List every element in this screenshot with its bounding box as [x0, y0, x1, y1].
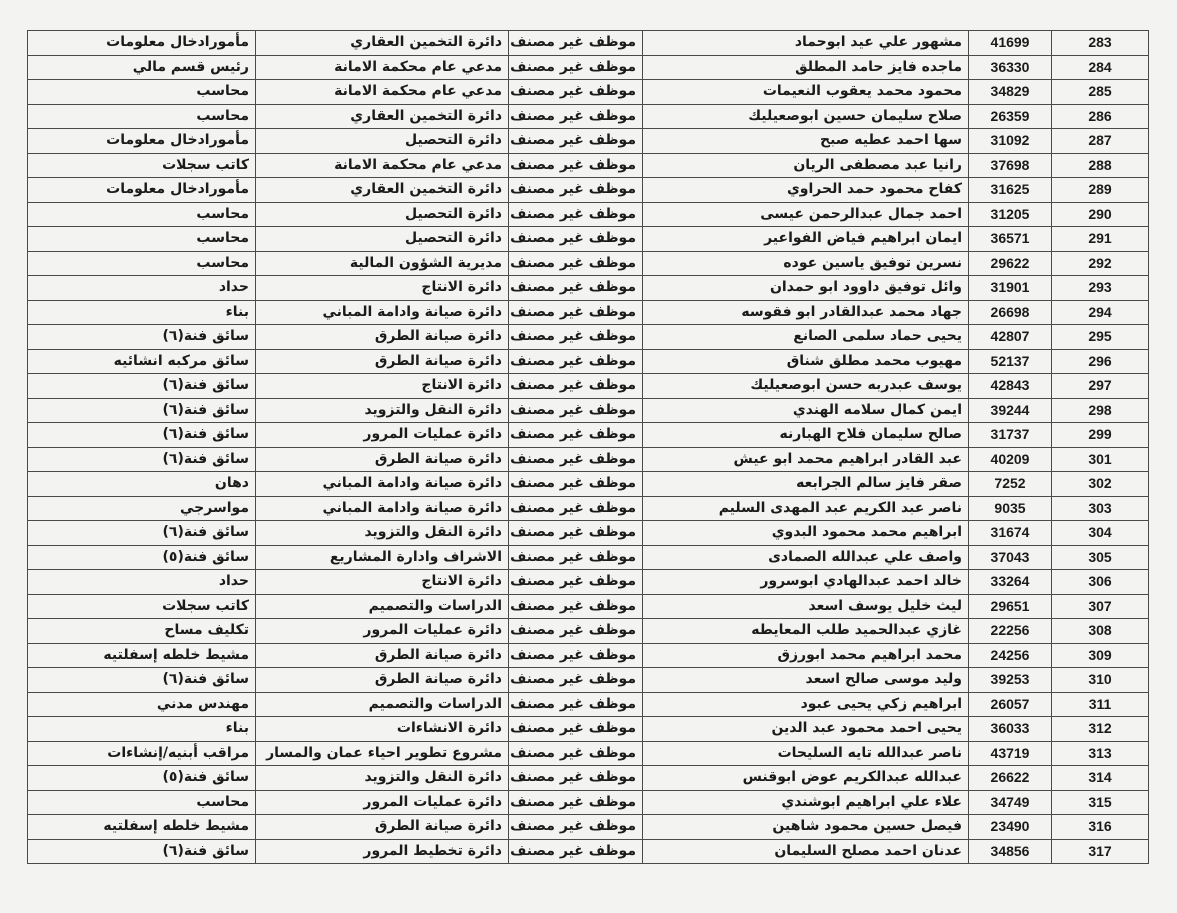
employee-id-cell: 24256	[969, 643, 1052, 668]
department-cell: دائرة صيانة الطرق	[256, 349, 509, 374]
job-title-cell: سائق فنة(٦)	[28, 374, 256, 399]
employee-type-cell: موظف غير مصنف	[509, 178, 643, 203]
table-row	[28, 227, 1149, 252]
department-cell: دائرة التخمين العقاري	[256, 31, 509, 56]
job-title-cell: بناء	[28, 717, 256, 742]
job-title-cell: سائق فنة(٥)	[28, 545, 256, 570]
employee-id-cell: 26622	[969, 766, 1052, 791]
table-row	[28, 202, 1149, 227]
department-cell: دائرة صيانة الطرق	[256, 815, 509, 840]
department-cell: مدعي عام محكمة الامانة	[256, 153, 509, 178]
table-row	[28, 570, 1149, 595]
department-cell: دائرة التحصيل	[256, 202, 509, 227]
employee-type-cell: موظف غير مصنف	[509, 668, 643, 693]
employee-id-cell: 41699	[969, 31, 1052, 56]
employee-id-cell: 31901	[969, 276, 1052, 301]
employee-name-cell: وائل توفيق داوود ابو حمدان	[643, 276, 969, 301]
table-row	[28, 766, 1149, 791]
table-row	[28, 790, 1149, 815]
employee-id-cell: 42843	[969, 374, 1052, 399]
department-cell: دائرة الانتاج	[256, 276, 509, 301]
row-number-cell: 299	[1052, 423, 1149, 448]
table-row	[28, 643, 1149, 668]
employee-type-cell: موظف غير مصنف	[509, 447, 643, 472]
employee-name-cell: عدنان احمد مصلح السليمان	[643, 839, 969, 864]
employee-type-cell: موظف غير مصنف	[509, 80, 643, 105]
table-row	[28, 349, 1149, 374]
employee-id-cell: 22256	[969, 619, 1052, 644]
job-title-cell: مشيط خلطه إسفلتيه	[28, 643, 256, 668]
employee-type-cell: موظف غير مصنف	[509, 741, 643, 766]
employee-id-cell: 26057	[969, 692, 1052, 717]
job-title-cell: مأمورادخال معلومات	[28, 31, 256, 56]
employee-type-cell: موظف غير مصنف	[509, 202, 643, 227]
department-cell: دائرة عمليات المرور	[256, 619, 509, 644]
row-number-cell: 295	[1052, 325, 1149, 350]
department-cell: دائرة عمليات المرور	[256, 790, 509, 815]
employee-type-cell: موظف غير مصنف	[509, 325, 643, 350]
employee-name-cell: خالد احمد عبدالهادي ابوسرور	[643, 570, 969, 595]
employee-id-cell: 36330	[969, 55, 1052, 80]
row-number-cell: 293	[1052, 276, 1149, 301]
row-number-cell: 306	[1052, 570, 1149, 595]
employee-id-cell: 29622	[969, 251, 1052, 276]
table-row	[28, 668, 1149, 693]
employee-id-cell: 26698	[969, 300, 1052, 325]
employee-name-cell: ايمن كمال سلامه الهندي	[643, 398, 969, 423]
table-row	[28, 741, 1149, 766]
department-cell: دائرة الانتاج	[256, 374, 509, 399]
row-number-cell: 290	[1052, 202, 1149, 227]
department-cell: دائرة التخمين العقاري	[256, 178, 509, 203]
employee-name-cell: رانيا عبد مصطفى الريان	[643, 153, 969, 178]
job-title-cell: سائق فنة(٦)	[28, 423, 256, 448]
department-cell: مدعي عام محكمة الامانة	[256, 80, 509, 105]
employee-id-cell: 52137	[969, 349, 1052, 374]
employee-name-cell: كفاح محمود حمد الحراوي	[643, 178, 969, 203]
employee-type-cell: موظف غير مصنف	[509, 300, 643, 325]
table-row	[28, 815, 1149, 840]
employee-name-cell: ناصر عبدالله تايه السليحات	[643, 741, 969, 766]
employee-type-cell: موظف غير مصنف	[509, 104, 643, 129]
table-row	[28, 276, 1149, 301]
job-title-cell: حداد	[28, 276, 256, 301]
row-number-cell: 312	[1052, 717, 1149, 742]
row-number-cell: 285	[1052, 80, 1149, 105]
row-number-cell: 311	[1052, 692, 1149, 717]
employee-name-cell: علاء علي ابراهيم ابوشندي	[643, 790, 969, 815]
employee-name-cell: ايمان ابراهيم فياض الفواعير	[643, 227, 969, 252]
employee-id-cell: 31092	[969, 129, 1052, 154]
employee-name-cell: ناصر عبد الكريم عبد المهدى السليم	[643, 496, 969, 521]
employee-id-cell: 29651	[969, 594, 1052, 619]
table-row	[28, 717, 1149, 742]
employee-id-cell: 31674	[969, 521, 1052, 546]
row-number-cell: 292	[1052, 251, 1149, 276]
department-cell: دائرة التخمين العقاري	[256, 104, 509, 129]
employee-id-cell: 43719	[969, 741, 1052, 766]
employee-name-cell: ابراهيم محمد محمود البدوي	[643, 521, 969, 546]
department-cell: الدراسات والتصميم	[256, 692, 509, 717]
row-number-cell: 316	[1052, 815, 1149, 840]
employee-type-cell: موظف غير مصنف	[509, 594, 643, 619]
row-number-cell: 296	[1052, 349, 1149, 374]
department-cell: دائرة النقل والتزويد	[256, 398, 509, 423]
employee-name-cell: فيصل حسين محمود شاهين	[643, 815, 969, 840]
employee-name-cell: احمد جمال عبدالرحمن عيسى	[643, 202, 969, 227]
job-title-cell: سائق فنة(٦)	[28, 668, 256, 693]
table-row	[28, 423, 1149, 448]
employee-type-cell: موظف غير مصنف	[509, 472, 643, 497]
job-title-cell: مشيط خلطه إسفلتيه	[28, 815, 256, 840]
employee-name-cell: ماجده فايز حامد المطلق	[643, 55, 969, 80]
employee-id-cell: 36571	[969, 227, 1052, 252]
department-cell: دائرة عمليات المرور	[256, 423, 509, 448]
employee-id-cell: 31625	[969, 178, 1052, 203]
employee-name-cell: مهيوب محمد مطلق شناق	[643, 349, 969, 374]
table-row	[28, 594, 1149, 619]
employee-type-cell: موظف غير مصنف	[509, 55, 643, 80]
table-row	[28, 55, 1149, 80]
table-row	[28, 31, 1149, 56]
job-title-cell: بناء	[28, 300, 256, 325]
job-title-cell: محاسب	[28, 202, 256, 227]
department-cell: دائرة صيانة الطرق	[256, 643, 509, 668]
table-row	[28, 300, 1149, 325]
employee-id-cell: 42807	[969, 325, 1052, 350]
employee-id-cell: 37043	[969, 545, 1052, 570]
job-title-cell: سائق فنة(٦)	[28, 398, 256, 423]
job-title-cell: كاتب سجلات	[28, 594, 256, 619]
department-cell: دائرة النقل والتزويد	[256, 521, 509, 546]
department-cell: الدراسات والتصميم	[256, 594, 509, 619]
employee-name-cell: وليد موسى صالح اسعد	[643, 668, 969, 693]
employee-type-cell: موظف غير مصنف	[509, 276, 643, 301]
row-number-cell: 294	[1052, 300, 1149, 325]
employee-id-cell: 7252	[969, 472, 1052, 497]
job-title-cell: سائق فنة(٦)	[28, 447, 256, 472]
employee-name-cell: محمود محمد يعقوب النعيمات	[643, 80, 969, 105]
employee-type-cell: موظف غير مصنف	[509, 790, 643, 815]
row-number-cell: 304	[1052, 521, 1149, 546]
employee-type-cell: موظف غير مصنف	[509, 692, 643, 717]
employee-name-cell: مشهور علي عيد ابوحماد	[643, 31, 969, 56]
employee-type-cell: موظف غير مصنف	[509, 643, 643, 668]
job-title-cell: كاتب سجلات	[28, 153, 256, 178]
job-title-cell: سائق مركبه انشائيه	[28, 349, 256, 374]
employee-type-cell: موظف غير مصنف	[509, 227, 643, 252]
department-cell: دائرة تخطيط المرور	[256, 839, 509, 864]
department-cell: مدعي عام محكمة الامانة	[256, 55, 509, 80]
job-title-cell: مهندس مدني	[28, 692, 256, 717]
job-title-cell: محاسب	[28, 104, 256, 129]
employee-id-cell: 23490	[969, 815, 1052, 840]
employee-id-cell: 33264	[969, 570, 1052, 595]
table-row	[28, 839, 1149, 864]
employee-name-cell: صالح سليمان فلاح الهبارنه	[643, 423, 969, 448]
row-number-cell: 305	[1052, 545, 1149, 570]
employee-id-cell: 34829	[969, 80, 1052, 105]
job-title-cell: محاسب	[28, 227, 256, 252]
department-cell: دائرة صيانة وادامة المباني	[256, 472, 509, 497]
employee-type-cell: موظف غير مصنف	[509, 570, 643, 595]
employee-id-cell: 9035	[969, 496, 1052, 521]
row-number-cell: 291	[1052, 227, 1149, 252]
row-number-cell: 284	[1052, 55, 1149, 80]
table-row	[28, 153, 1149, 178]
row-number-cell: 317	[1052, 839, 1149, 864]
employee-type-cell: موظف غير مصنف	[509, 423, 643, 448]
row-number-cell: 308	[1052, 619, 1149, 644]
employee-id-cell: 39244	[969, 398, 1052, 423]
employee-name-cell: سها احمد عطيه صبح	[643, 129, 969, 154]
department-cell: دائرة النقل والتزويد	[256, 766, 509, 791]
employee-id-cell: 31205	[969, 202, 1052, 227]
job-title-cell: حداد	[28, 570, 256, 595]
employee-type-cell: موظف غير مصنف	[509, 31, 643, 56]
employee-id-cell: 34856	[969, 839, 1052, 864]
employee-type-cell: موظف غير مصنف	[509, 545, 643, 570]
employee-id-cell: 36033	[969, 717, 1052, 742]
row-number-cell: 313	[1052, 741, 1149, 766]
employee-type-cell: موظف غير مصنف	[509, 496, 643, 521]
row-number-cell: 315	[1052, 790, 1149, 815]
department-cell: مديرية الشؤون المالية	[256, 251, 509, 276]
employee-type-cell: موظف غير مصنف	[509, 374, 643, 399]
employee-type-cell: موظف غير مصنف	[509, 398, 643, 423]
employee-name-cell: صقر فايز سالم الجرابعه	[643, 472, 969, 497]
job-title-cell: محاسب	[28, 80, 256, 105]
row-number-cell: 307	[1052, 594, 1149, 619]
employee-type-cell: موظف غير مصنف	[509, 619, 643, 644]
table-row	[28, 178, 1149, 203]
employee-type-cell: موظف غير مصنف	[509, 251, 643, 276]
job-title-cell: تكليف مساح	[28, 619, 256, 644]
employee-id-cell: 39253	[969, 668, 1052, 693]
job-title-cell: سائق فنة(٦)	[28, 521, 256, 546]
employee-type-cell: موظف غير مصنف	[509, 129, 643, 154]
table-row	[28, 104, 1149, 129]
employee-name-cell: يحيى احمد محمود عبد الدين	[643, 717, 969, 742]
row-number-cell: 314	[1052, 766, 1149, 791]
employee-id-cell: 40209	[969, 447, 1052, 472]
row-number-cell: 297	[1052, 374, 1149, 399]
employee-name-cell: عبدالله عبدالكريم عوض ابوقنس	[643, 766, 969, 791]
employee-name-cell: يوسف عبدربه حسن ابوصعيليك	[643, 374, 969, 399]
row-number-cell: 286	[1052, 104, 1149, 129]
table-row	[28, 472, 1149, 497]
employee-type-cell: موظف غير مصنف	[509, 766, 643, 791]
table-row	[28, 374, 1149, 399]
table-row	[28, 129, 1149, 154]
department-cell: دائرة صيانة وادامة المباني	[256, 496, 509, 521]
table-row	[28, 80, 1149, 105]
employee-id-cell: 34749	[969, 790, 1052, 815]
job-title-cell: رئيس قسم مالي	[28, 55, 256, 80]
row-number-cell: 287	[1052, 129, 1149, 154]
job-title-cell: محاسب	[28, 790, 256, 815]
department-cell: دائرة صيانة الطرق	[256, 668, 509, 693]
table-row	[28, 545, 1149, 570]
row-number-cell: 310	[1052, 668, 1149, 693]
table-row	[28, 325, 1149, 350]
row-number-cell: 303	[1052, 496, 1149, 521]
job-title-cell: مراقب أبنيه/إنشاءات	[28, 741, 256, 766]
department-cell: دائرة صيانة الطرق	[256, 447, 509, 472]
table-row	[28, 496, 1149, 521]
department-cell: دائرة صيانة وادامة المباني	[256, 300, 509, 325]
department-cell: دائرة التحصيل	[256, 227, 509, 252]
job-title-cell: محاسب	[28, 251, 256, 276]
employee-name-cell: ابراهيم زكي يحيى عبود	[643, 692, 969, 717]
employee-id-cell: 26359	[969, 104, 1052, 129]
department-cell: دائرة التحصيل	[256, 129, 509, 154]
employee-type-cell: موظف غير مصنف	[509, 839, 643, 864]
employee-name-cell: يحيى حماد سلمى الصانع	[643, 325, 969, 350]
job-title-cell: دهان	[28, 472, 256, 497]
row-number-cell: 289	[1052, 178, 1149, 203]
job-title-cell: مأمورادخال معلومات	[28, 178, 256, 203]
employee-table	[27, 30, 1149, 864]
row-number-cell: 288	[1052, 153, 1149, 178]
employee-type-cell: موظف غير مصنف	[509, 153, 643, 178]
job-title-cell: سائق فنة(٦)	[28, 325, 256, 350]
job-title-cell: مواسرجي	[28, 496, 256, 521]
table-row	[28, 521, 1149, 546]
employee-name-cell: محمد ابراهيم محمد ابورزق	[643, 643, 969, 668]
employee-table-body	[28, 31, 1149, 864]
employee-type-cell: موظف غير مصنف	[509, 521, 643, 546]
employee-id-cell: 37698	[969, 153, 1052, 178]
department-cell: دائرة صيانة الطرق	[256, 325, 509, 350]
department-cell: الاشراف وادارة المشاريع	[256, 545, 509, 570]
table-row	[28, 692, 1149, 717]
department-cell: دائرة الانشاءات	[256, 717, 509, 742]
employee-type-cell: موظف غير مصنف	[509, 349, 643, 374]
employee-type-cell: موظف غير مصنف	[509, 717, 643, 742]
department-cell: مشروع تطوير احياء عمان والمسار	[256, 741, 509, 766]
department-cell: دائرة الانتاج	[256, 570, 509, 595]
table-row	[28, 619, 1149, 644]
job-title-cell: سائق فنة(٥)	[28, 766, 256, 791]
row-number-cell: 302	[1052, 472, 1149, 497]
table-row	[28, 251, 1149, 276]
row-number-cell: 301	[1052, 447, 1149, 472]
row-number-cell: 283	[1052, 31, 1149, 56]
employee-name-cell: واصف علي عبدالله الصمادى	[643, 545, 969, 570]
employee-name-cell: ليث خليل يوسف اسعد	[643, 594, 969, 619]
job-title-cell: مأمورادخال معلومات	[28, 129, 256, 154]
table-row	[28, 398, 1149, 423]
employee-id-cell: 31737	[969, 423, 1052, 448]
employee-name-cell: نسرين توفيق ياسين عوده	[643, 251, 969, 276]
row-number-cell: 309	[1052, 643, 1149, 668]
row-number-cell: 298	[1052, 398, 1149, 423]
employee-type-cell: موظف غير مصنف	[509, 815, 643, 840]
table-row	[28, 447, 1149, 472]
employee-name-cell: غازي عبدالحميد طلب المعايطه	[643, 619, 969, 644]
employee-name-cell: صلاح سليمان حسين ابوصعيليك	[643, 104, 969, 129]
employee-name-cell: جهاد محمد عبدالقادر ابو فقوسه	[643, 300, 969, 325]
employee-name-cell: عبد القادر ابراهيم محمد ابو عيش	[643, 447, 969, 472]
job-title-cell: سائق فنة(٦)	[28, 839, 256, 864]
